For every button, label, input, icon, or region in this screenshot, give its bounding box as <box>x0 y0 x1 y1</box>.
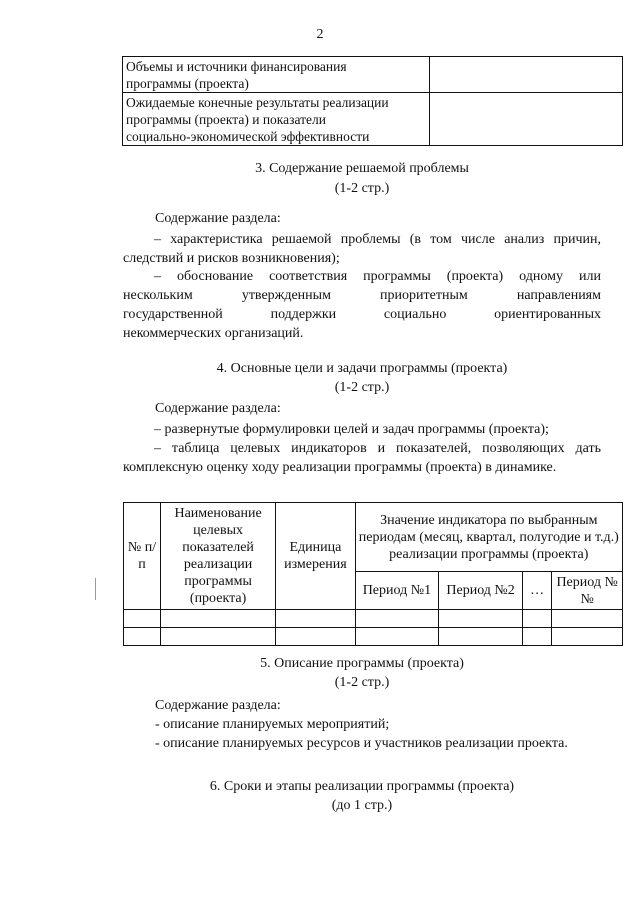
indicator-table <box>123 502 623 646</box>
table-cell <box>160 610 275 628</box>
section-5-pages: (1-2 стр.) <box>334 675 390 690</box>
section-5-intro: Содержание раздела: <box>155 698 281 713</box>
section-3-item-1: – характеристика решаемой проблемы (в том числе анализ причин, следствий и рисков возникновения); <box>123 232 601 266</box>
word: ориентированных <box>494 307 601 322</box>
word: поддержки <box>270 307 337 322</box>
cell-line: социально-экономической эффективности <box>126 129 370 144</box>
table-row <box>124 610 623 628</box>
word: программы <box>363 269 431 284</box>
table-cell <box>124 628 161 646</box>
word: или <box>578 269 601 284</box>
table-cell <box>276 610 355 628</box>
table-cell <box>160 628 275 646</box>
word: утвержденным <box>241 288 331 303</box>
header-period-1: Период №1 <box>355 572 439 610</box>
cell-line: Объемы и источники финансирования <box>126 59 347 74</box>
page-number: 2 <box>316 27 324 42</box>
cell-line: программы (проекта) и показатели <box>126 112 326 127</box>
table-cell-label <box>123 57 430 93</box>
word: приоритетным <box>380 288 468 303</box>
section-6-title: 6. Сроки и этапы реализации программы (проекта) <box>209 779 515 794</box>
table-cell <box>522 628 551 646</box>
header-period-ellipsis: … <box>522 572 551 610</box>
header-indicator-name: Наименование целевых показателей реализации программы (проекта) <box>160 503 275 610</box>
header-unit: Единица измерения <box>276 503 355 610</box>
word: соответствия <box>269 269 348 284</box>
table-cell <box>552 628 623 646</box>
table-cell <box>552 610 623 628</box>
section-5-title: 5. Описание программы (проекта) <box>260 656 464 671</box>
header-period-2: Период №2 <box>439 572 523 610</box>
cell-line: программы (проекта) <box>126 76 249 91</box>
table-cell-label <box>123 93 430 146</box>
table-cell <box>439 628 523 646</box>
table-cell <box>355 628 439 646</box>
section-6-pages: (до 1 стр.) <box>331 798 393 813</box>
section-3-item-2-line-2 <box>123 286 601 305</box>
section-3-intro: Содержание раздела: <box>155 211 281 226</box>
table-row <box>124 628 623 646</box>
table-row <box>123 93 623 146</box>
section-4-title: 4. Основные цели и задачи программы (проекта) <box>216 361 508 376</box>
section-3-item-2-line-3 <box>123 305 601 324</box>
word: одному <box>519 269 563 284</box>
table-cell-value <box>430 57 623 93</box>
word: (проекта) <box>446 269 504 284</box>
table-cell-value <box>430 93 623 146</box>
section-4-intro: Содержание раздела: <box>155 401 281 416</box>
header-number: № п/п <box>124 503 161 610</box>
section-3-pages: (1-2 стр.) <box>334 181 390 196</box>
header-period-n: Период № № <box>552 572 623 610</box>
table-cell <box>439 610 523 628</box>
word: нескольким <box>123 288 193 303</box>
word: – <box>154 269 161 284</box>
word: обоснование <box>177 269 254 284</box>
table-cell <box>124 610 161 628</box>
table-cell <box>355 610 439 628</box>
section-5-item-2: - описание планируемых ресурсов и участников реализации проекта. <box>155 736 568 751</box>
header-indicator-value: Значение индикатора по выбранным периодам (месяц, квартал, полугодие и т.д.) реализации программы (проекта) <box>355 503 622 572</box>
section-3-item-2-line-1 <box>123 267 601 286</box>
table-cell <box>276 628 355 646</box>
section-4-pages: (1-2 стр.) <box>334 380 390 395</box>
section-4-item-2: – таблица целевых индикаторов и показателей, позволяющих дать комплексную оценку ходу реализации программы (проекта) в динамике. <box>123 441 601 475</box>
cell-line: Ожидаемые конечные результаты реализации <box>126 95 389 110</box>
section-3-item-2-line-4: некоммерческих организаций. <box>123 326 304 341</box>
margin-mark <box>95 578 96 600</box>
word: социально <box>383 307 447 322</box>
table-cell <box>522 610 551 628</box>
funding-results-table <box>122 56 623 146</box>
word: направлениям <box>516 288 601 303</box>
section-3-title: 3. Содержание решаемой проблемы <box>255 161 469 176</box>
table-row <box>123 57 623 93</box>
table-header-row <box>124 503 623 572</box>
word: государственной <box>123 307 223 322</box>
section-4-item-1: – развернутые формулировки целей и задач программы (проекта); <box>154 422 549 437</box>
section-5-item-1: - описание планируемых мероприятий; <box>155 717 390 732</box>
